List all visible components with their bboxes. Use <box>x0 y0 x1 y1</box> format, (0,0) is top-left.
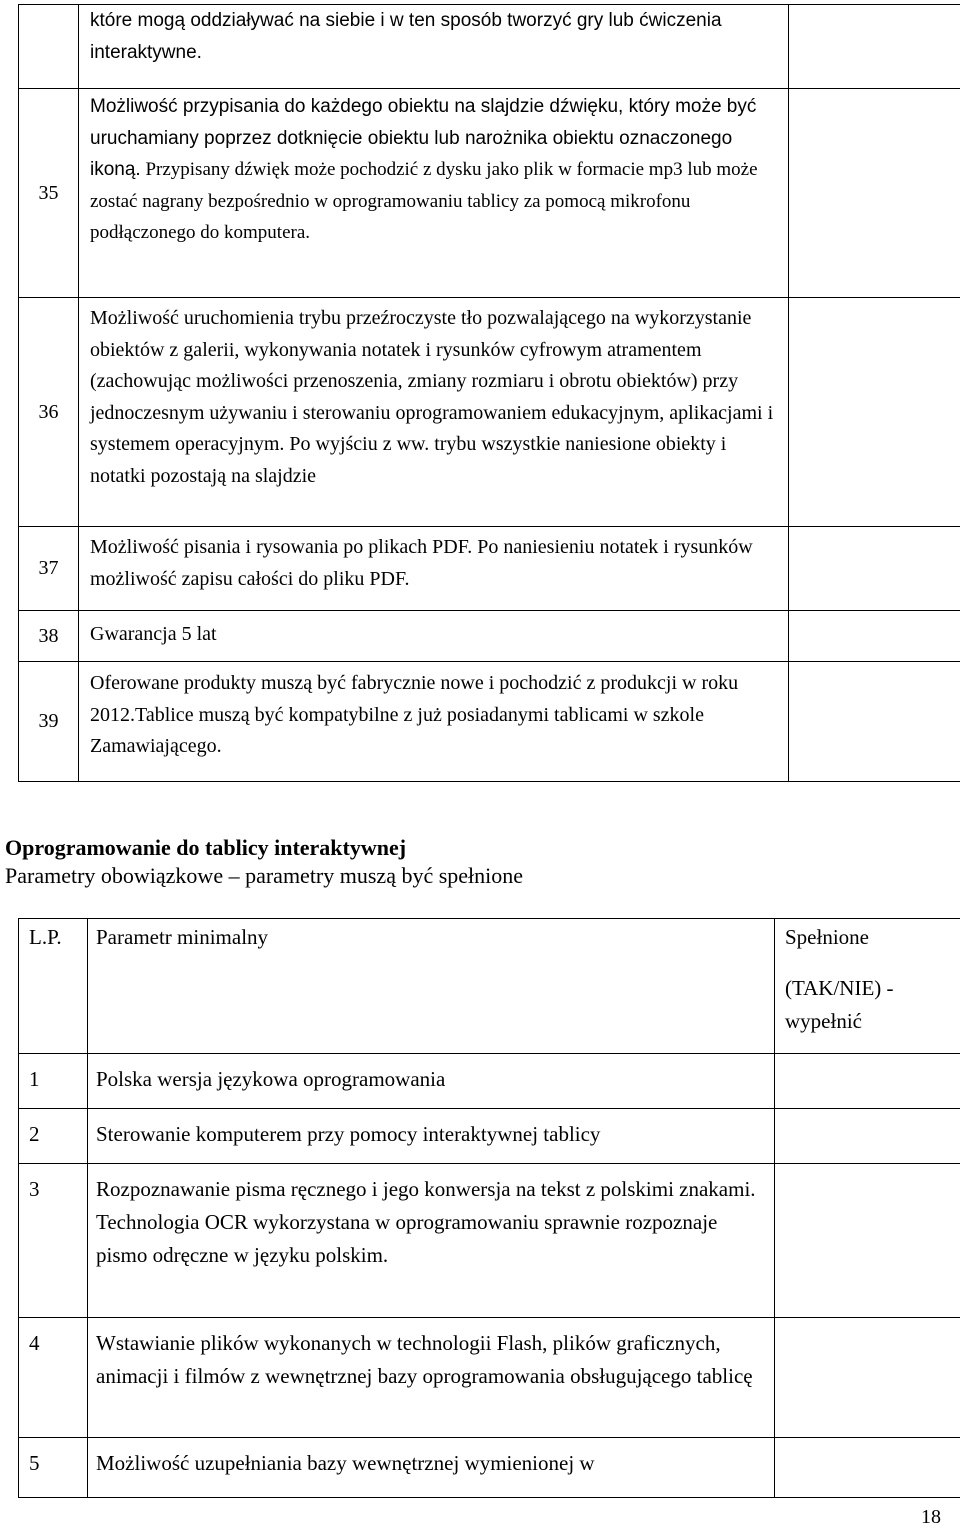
header-parameter: Parametr minimalny <box>88 919 775 1054</box>
fill-cell[interactable] <box>789 611 960 662</box>
row-number <box>19 5 79 89</box>
row-text: Gwarancja 5 lat <box>79 611 789 662</box>
table-row <box>19 1164 960 1318</box>
row-text <box>79 89 789 298</box>
fill-cell[interactable] <box>775 1164 960 1318</box>
row-text: Możliwość pisania i rysowania po plikach PDF. Po naniesieniu notatek i rysunków możliwość zapisu całości do pliku PDF. <box>79 527 789 611</box>
table-row <box>19 5 960 89</box>
fill-cell[interactable] <box>789 298 960 527</box>
row-text: Wstawianie plików wykonanych w technologii Flash, plików graficznych, animacji i filmów z wewnętrznej bazy oprogramowania obsługującego tablicę <box>88 1318 775 1438</box>
table-row <box>19 89 960 298</box>
fill-cell[interactable] <box>789 5 960 89</box>
row-text: Oferowane produkty muszą być fabrycznie nowe i pochodzić z produkcji w roku 2012.Tablice muszą być kompatybilne z już posiadanymi tablicami w szkole Zamawiającego. <box>79 662 789 782</box>
header-met <box>775 919 960 1054</box>
requirements-table-top <box>18 4 960 782</box>
fill-cell[interactable] <box>789 89 960 298</box>
row-number: 39 <box>19 662 79 782</box>
row-text: Możliwość uzupełniania bazy wewnętrznej wymienionej w <box>88 1438 775 1498</box>
row-lp: 1 <box>19 1054 88 1109</box>
section-subtitle: Parametry obowiązkowe – parametry muszą być spełnione <box>5 863 524 888</box>
row-number: 37 <box>19 527 79 611</box>
row-text: które mogą oddziaływać na siebie i w ten sposób tworzyć gry lub ćwiczenia interaktywne. <box>79 5 789 89</box>
parameters-table <box>18 918 960 1498</box>
section-title: Oprogramowanie do tablicy interaktywnej <box>5 835 407 860</box>
table-row <box>19 1109 960 1164</box>
fill-cell[interactable] <box>775 1318 960 1438</box>
row-lp: 2 <box>19 1109 88 1164</box>
row-number: 35 <box>19 89 79 298</box>
table-header-row <box>19 919 960 1054</box>
row-number: 36 <box>19 298 79 527</box>
row-text: Sterowanie komputerem przy pomocy interaktywnej tablicy <box>88 1109 775 1164</box>
fill-cell[interactable] <box>789 527 960 611</box>
table-row <box>19 1054 960 1109</box>
row-lp: 4 <box>19 1318 88 1438</box>
table-row <box>19 1438 960 1498</box>
header-met-line2: (TAK/NIE) - wypełnić <box>785 976 894 1033</box>
header-met-line1: Spełnione <box>785 925 869 949</box>
table-row <box>19 527 960 611</box>
fill-cell[interactable] <box>775 1054 960 1109</box>
row-text: Możliwość uruchomienia trybu przeźroczyste tło pozwalającego na wykorzystanie obiektów z galerii, wykonywania notatek i rysunków cyfrowym atramentem (zachowując możliwości przenoszenia, zmiany rozmiaru i obrotu obiektów) przy jednoczesnym używaniu i sterowaniu oprogramowaniem edukacyjnym, aplikacjami i systemem operacyjnym. Po wyjściu z ww. trybu wszystkie naniesione obiekty i notatki pozostają na slajdzie <box>79 298 789 527</box>
row-text: Polska wersja językowa oprogramowania <box>88 1054 775 1109</box>
table-row <box>19 298 960 527</box>
table-row <box>19 611 960 662</box>
fill-cell[interactable] <box>775 1109 960 1164</box>
row-text: Rozpoznawanie pisma ręcznego i jego konwersja na tekst z polskimi znakami. Technologia OCR wykorzystana w oprogramowaniu sprawnie rozpoznaje pismo odręczne w języku polskim. <box>88 1164 775 1318</box>
row-lp: 5 <box>19 1438 88 1498</box>
header-lp: L.P. <box>19 919 88 1054</box>
row-lp: 3 <box>19 1164 88 1318</box>
fill-cell[interactable] <box>789 662 960 782</box>
page-number: 18 <box>921 1506 941 1528</box>
row-number: 38 <box>19 611 79 662</box>
row-text-part-b: Przypisany dźwięk może pochodzić z dysku jako plik w formacie mp3 lub może zostać nagrany bezpośrednio w oprogramowaniu tablicy za pomocą mikrofonu podłączonego do komputera. <box>90 159 758 243</box>
row-text-part-a: Możliwość przypisania do każdego obiektu na slajdzie dźwięku, który może być uruchamiany poprzez dotknięcie obiektu lub narożnika obiektu oznaczonego ikoną. <box>90 96 757 180</box>
fill-cell[interactable] <box>775 1438 960 1498</box>
table-row <box>19 1318 960 1438</box>
table-row <box>19 662 960 782</box>
